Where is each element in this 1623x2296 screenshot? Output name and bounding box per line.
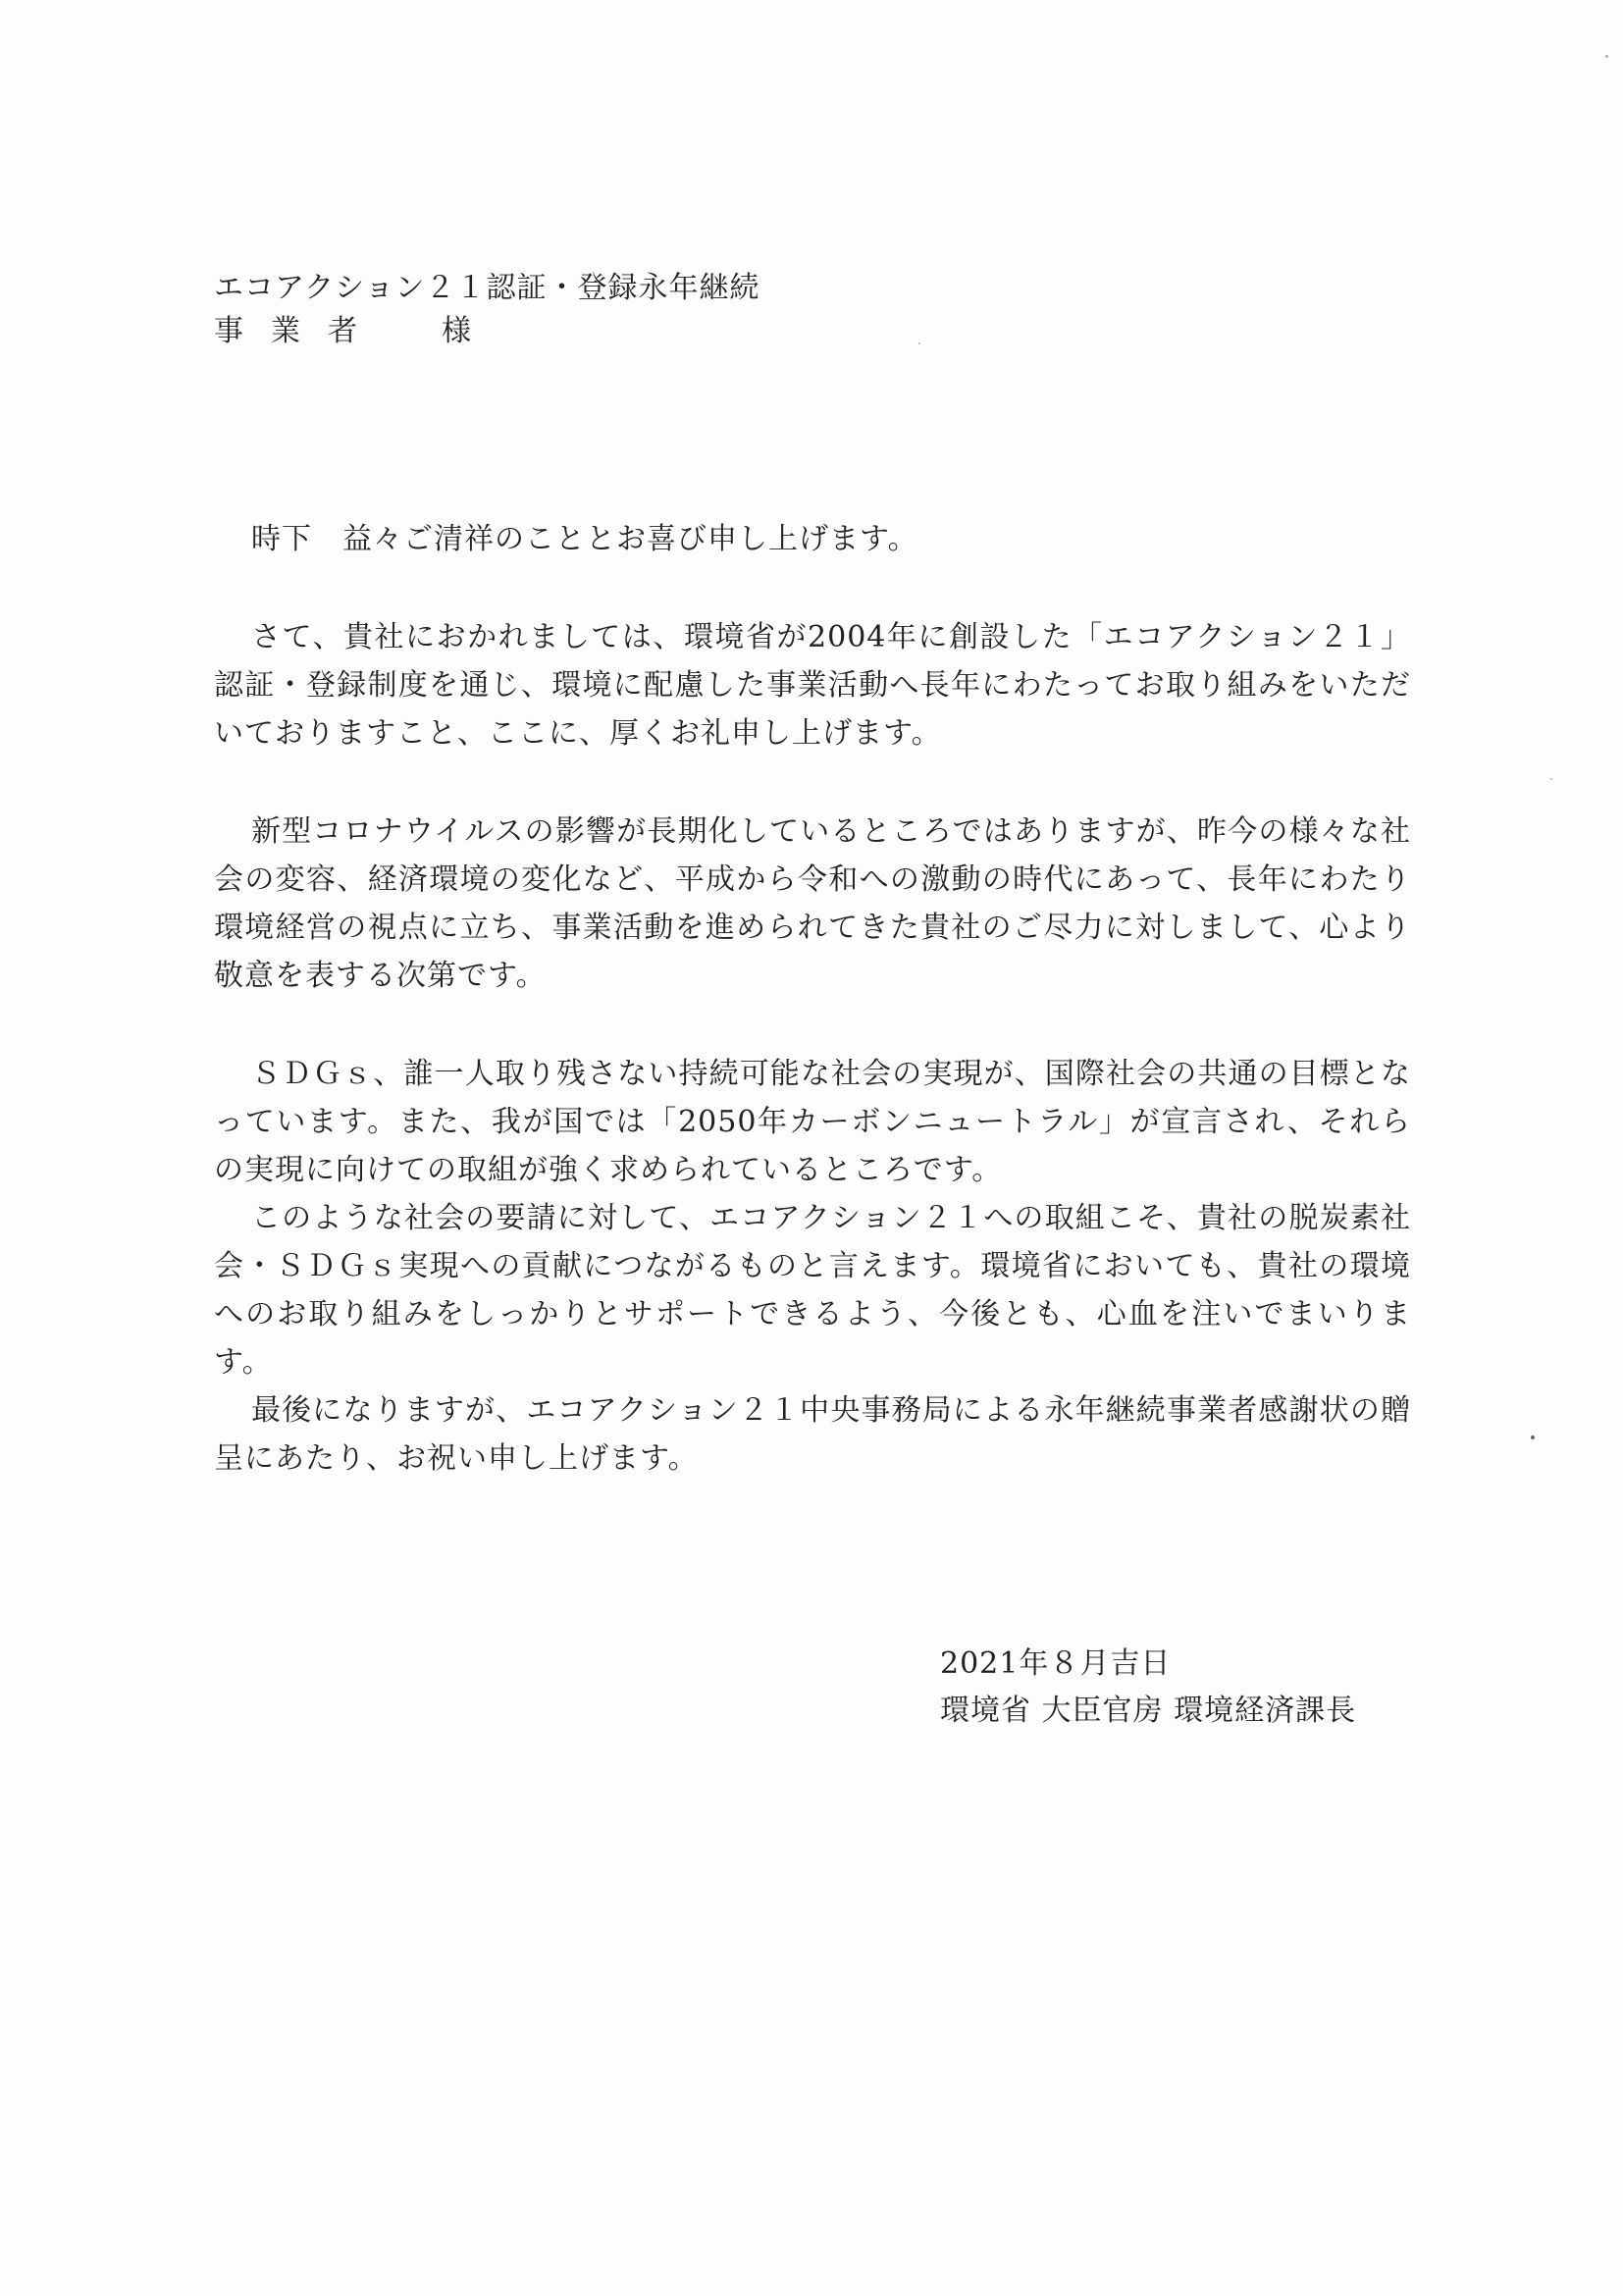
scan-speck — [1531, 1435, 1535, 1439]
letter-date: 2021年８月吉日 — [940, 1646, 1172, 1681]
paragraph-spacer — [214, 757, 1411, 808]
paragraph-respect: 新型コロナウイルスの影響が長期化しているところではありますが、昨今の様々な社会の変容、経済環境の変化など、平成から令和への激動の時代にあって、長年にわたり環境経営の視点に立ち、事業活動を進められてきた貴社のご尽力に対しまして、心より敬意を表する次第です。 — [214, 814, 1411, 993]
paragraph-sdgs: ＳＤＧｓ、誰一人取り残さない持続可能な社会の実現が、国際社会の共通の目標となっています。また、我が国では「2050年カーボンニュートラル」が宣言され、それらの実現に向けての取組が強く求められているところです。 — [214, 1057, 1411, 1187]
paragraph-greeting: 時下 益々ご清祥のこととお喜び申し上げます。 — [251, 522, 918, 556]
paragraph-congratulations: 最後になりますが、エコアクション２１中央事務局による永年継続事業者感謝状の贈呈にあたり、お祝い申し上げます。 — [214, 1393, 1411, 1476]
paragraph-spacer — [214, 1000, 1411, 1050]
paragraph-spacer — [214, 563, 1411, 613]
paragraph-contribution: このような社会の要請に対して、エコアクション２１への取組こそ、貴社の脱炭素社会・ＳＤＧｓ実現への貢献につながるものと言えます。環境省においても、貴社の環境へのお取り組みをしっかりとサポートできるよう、今後とも、心血を注いでまいります。 — [214, 1201, 1411, 1380]
addressee-honorific-line: 事業者 様 — [214, 314, 498, 348]
addressee-block — [214, 267, 1391, 353]
paragraph-appreciation: さて、貴社におかれましては、環境省が2004年に創設した「エコアクション２１」認証・登録制度を通じ、環境に配慮した事業活動へ長年にわたってお取り組みをいただいておりますこと、ここに、厚くお礼申し上げます。 — [214, 620, 1411, 751]
scan-speck — [1605, 55, 1608, 58]
letter-body — [214, 515, 1411, 1483]
scan-speck — [1550, 778, 1552, 780]
letter-sender: 環境省 大臣官房 環境経済課長 — [940, 1694, 1357, 1728]
addressee-program-line: エコアクション２１認証・登録永年継続 — [214, 271, 760, 305]
closing-block — [940, 1641, 1529, 1735]
scan-speck — [918, 342, 920, 344]
